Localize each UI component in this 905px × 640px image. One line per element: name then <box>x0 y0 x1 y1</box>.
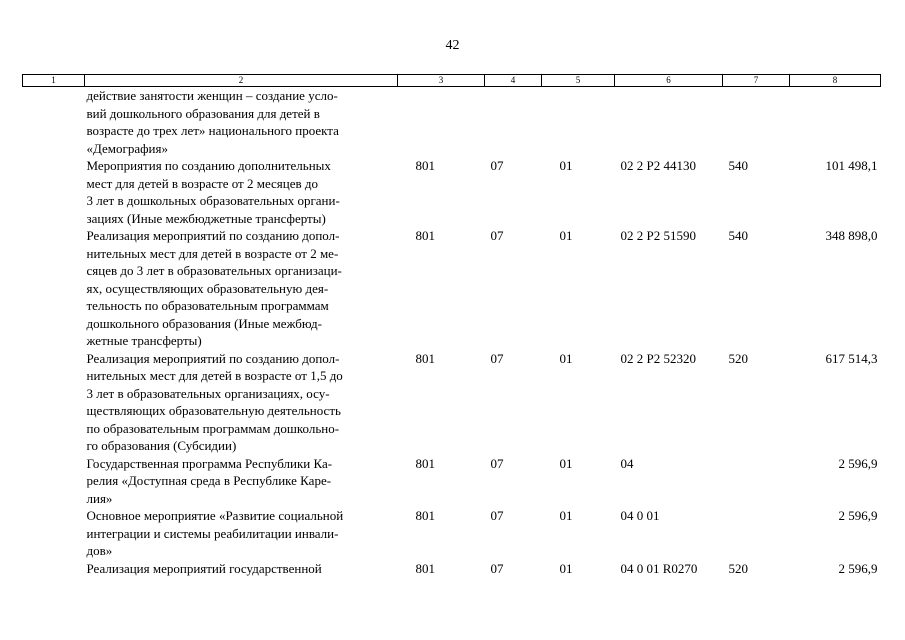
amount-cell: 2 596,9 <box>838 560 878 576</box>
item-name-cell: Основное мероприятие «Развитие социальной интеграции и системы реабилитации инвали- дов» <box>86 508 344 558</box>
amount-cell: 2 596,9 <box>838 508 878 523</box>
section-cell: 07 <box>490 350 504 366</box>
row-number-cell <box>23 560 85 578</box>
amount-cell: 617 514,3 <box>825 350 878 366</box>
section-cell: 07 <box>490 508 504 523</box>
expense-type-cell <box>723 87 790 158</box>
expense-type-cell <box>723 507 790 560</box>
column-header-3: 3 <box>398 75 485 87</box>
row-number-cell <box>23 455 85 508</box>
section-cell: 07 <box>490 455 504 471</box>
row-number-cell <box>23 227 85 350</box>
target-article-cell: 04 <box>620 455 634 471</box>
column-header-7: 7 <box>723 75 790 87</box>
amount-cell: 348 898,0 <box>825 228 878 243</box>
section-cell: 07 <box>490 560 504 576</box>
target-article-cell: 02 2 P2 44130 <box>620 158 696 173</box>
ministry-code-cell: 801 <box>415 455 435 471</box>
ministry-code-cell: 801 <box>415 350 435 366</box>
amount-cell <box>790 87 881 158</box>
section-cell <box>485 87 542 158</box>
subsection-cell: 01 <box>559 508 573 523</box>
expense-type-cell <box>723 455 790 508</box>
subsection-cell: 01 <box>559 228 573 243</box>
expense-type-cell: 540 <box>728 228 748 243</box>
expense-type-cell: 540 <box>728 158 748 173</box>
section-cell: 07 <box>490 158 504 173</box>
item-name-cell: Мероприятия по созданию дополнительных мест для детей в возрасте от 2 месяцев до 3 лет в дошкольных образовательных органи- зациях (Иные межбюджетные трансферты) <box>86 158 340 226</box>
target-article-cell: 04 0 01 R0270 <box>620 560 698 576</box>
target-article-cell: 02 2 P2 52320 <box>620 350 696 366</box>
section-cell: 07 <box>490 228 504 243</box>
item-name-cell: Реализация мероприятий по созданию допол- нительных мест для детей в возрасте от 2 ме- сяцев до 3 лет в образовательных организаци- ях, осуществляющих образовательную дея- тельность по образовательным программам дошкольного образования (Иные межбюд- жетные трансферты) <box>86 228 342 348</box>
table-row <box>23 157 881 227</box>
table-row <box>23 227 881 350</box>
ministry-code-cell: 801 <box>415 508 435 523</box>
column-header-4: 4 <box>485 75 542 87</box>
row-number-cell <box>23 507 85 560</box>
amount-cell: 2 596,9 <box>838 455 878 471</box>
ministry-code-cell <box>398 87 485 158</box>
column-header-8: 8 <box>790 75 881 87</box>
table-row <box>23 507 881 560</box>
target-article-cell: 04 0 01 <box>620 508 660 523</box>
table-row <box>23 87 881 158</box>
column-header-1: 1 <box>23 75 85 87</box>
table-row <box>23 350 881 455</box>
row-number-cell <box>23 350 85 455</box>
ministry-code-cell: 801 <box>415 560 435 576</box>
table-row <box>23 455 881 508</box>
row-number-cell <box>23 87 85 158</box>
item-name-cell: Государственная программа Республики Ка- релия «Доступная среда в Республике Каре- лия» <box>86 455 333 506</box>
column-header-5: 5 <box>542 75 615 87</box>
expense-type-cell: 520 <box>728 560 748 576</box>
column-header-6: 6 <box>615 75 723 87</box>
expense-type-cell: 520 <box>728 350 748 366</box>
subsection-cell: 01 <box>559 455 573 471</box>
subsection-cell: 01 <box>559 350 573 366</box>
item-name-cell: действие занятости женщин – создание усло- вий дошкольного образования для детей в возрасте до трех лет» национального проекта «Демография» <box>86 88 339 156</box>
amount-cell: 101 498,1 <box>825 158 878 173</box>
table-header <box>23 75 881 87</box>
table-body <box>23 87 881 578</box>
page-number: 42 <box>445 38 460 53</box>
target-article-cell: 02 2 P2 51590 <box>620 228 696 243</box>
subsection-cell: 01 <box>559 560 573 576</box>
row-number-cell <box>23 157 85 227</box>
ministry-code-cell: 801 <box>415 228 435 243</box>
column-header-2: 2 <box>85 75 398 87</box>
subsection-cell: 01 <box>559 158 573 173</box>
target-article-cell <box>615 87 723 158</box>
subsection-cell <box>542 87 615 158</box>
header-row <box>23 75 881 87</box>
item-name-cell: Реализация мероприятий государственной <box>86 560 322 576</box>
budget-table <box>22 74 881 577</box>
ministry-code-cell: 801 <box>415 158 435 173</box>
table-row <box>23 560 881 578</box>
item-name-cell: Реализация мероприятий по созданию допол- нительных мест для детей в возрасте от 1,5 до 3 лет в образовательных организациях, осу- ществляющих образовательную деятельность по образовательным программам дошкольно- го образования (Субсидии) <box>86 350 343 453</box>
